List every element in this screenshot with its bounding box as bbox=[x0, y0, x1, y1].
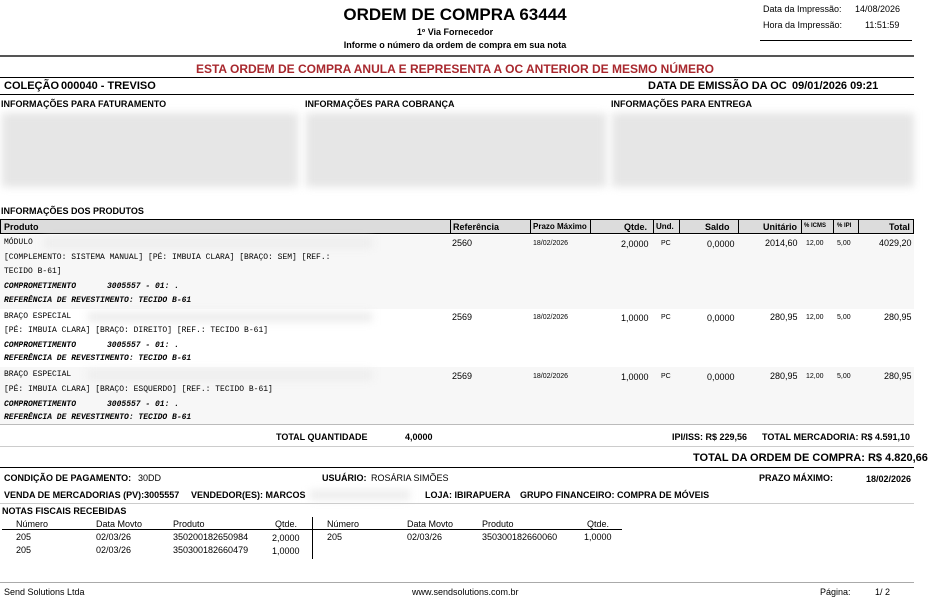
item-prazo: 18/02/2026 bbox=[533, 240, 569, 247]
item-icms: 12,00 bbox=[806, 240, 824, 247]
inv-numero: 205 bbox=[16, 532, 32, 542]
inv-col-qtde: Qtde. bbox=[275, 519, 298, 529]
print-time-label: Hora da Impressão: bbox=[763, 20, 843, 30]
item-icms: 12,00 bbox=[806, 373, 824, 380]
seller-info: VENDEDOR(ES): MARCOS bbox=[191, 490, 306, 500]
col-divider bbox=[530, 219, 531, 234]
invoices-column-divider bbox=[312, 517, 313, 559]
header-divider bbox=[0, 55, 914, 57]
col-referencia: Referência bbox=[453, 222, 500, 232]
order-total-divider bbox=[0, 467, 914, 468]
item-details: TECIDO B-61] bbox=[4, 267, 62, 276]
commitment-value: 3005557 - 01: . bbox=[107, 400, 180, 409]
inv-col-numero: Número bbox=[16, 519, 49, 529]
billing-info-redacted bbox=[2, 113, 298, 187]
collection-divider bbox=[0, 94, 914, 95]
col-divider bbox=[858, 219, 859, 234]
instruction-text: Informe o número da ordem de compra em sua nota bbox=[343, 40, 567, 50]
company-name: Send Solutions Ltda bbox=[4, 587, 85, 597]
payment-label: CONDIÇÃO DE PAGAMENTO: bbox=[4, 473, 132, 483]
item-prazo: 18/02/2026 bbox=[533, 314, 569, 321]
col-divider bbox=[833, 219, 834, 234]
item-saldo: 0,0000 bbox=[707, 372, 735, 382]
item-total: 280,95 bbox=[884, 371, 912, 381]
item-saldo: 0,0000 bbox=[707, 313, 735, 323]
order-total: TOTAL DA ORDEM DE COMPRA: R$ 4.820,66 bbox=[693, 452, 928, 464]
commitment-value: 3005557 - 01: . bbox=[107, 282, 180, 291]
delivery-title: INFORMAÇÕES PARA ENTREGA bbox=[611, 99, 753, 109]
item-details: [COMPLEMENTO: SISTEMA MANUAL] [PÉ: IMBUIA CLARA] [BRAÇO: SEM] [REF.: bbox=[4, 253, 331, 262]
total-qty-value: 4,0000 bbox=[405, 432, 433, 442]
item-details: [PÉ: IMBUIA CLARA] [BRAÇO: DIREITO] [REF.: TECIDO B-61] bbox=[4, 326, 269, 335]
item-saldo: 0,0000 bbox=[707, 239, 735, 249]
inv-col-produto: Produto bbox=[173, 519, 205, 529]
financial-group: GRUPO FINANCEIRO: COMPRA DE MÓVEIS bbox=[520, 490, 710, 500]
item-total: 280,95 bbox=[884, 312, 912, 322]
products-title: INFORMAÇÕES DOS PRODUTOS bbox=[1, 206, 144, 216]
item-icms: 12,00 bbox=[806, 314, 824, 321]
item-qtde: 2,0000 bbox=[621, 239, 649, 249]
totals-divider bbox=[0, 446, 914, 447]
print-date-label: Data da Impressão: bbox=[763, 4, 842, 14]
inv-col-data: Data Movto bbox=[96, 519, 143, 529]
store-info: LOJA: IBIRAPUERA bbox=[425, 490, 511, 500]
invoices-title: NOTAS FISCAIS RECEBIDAS bbox=[2, 506, 127, 516]
print-time: 11:51:59 bbox=[865, 20, 900, 30]
coating-ref: REFERÊNCIA DE REVESTIMENTO: TECIDO B-61 bbox=[4, 354, 192, 363]
item-und: PC bbox=[661, 240, 671, 247]
emission-label: DATA DE EMISSÃO DA OC bbox=[648, 80, 787, 92]
page-title: ORDEM DE COMPRA 63444 bbox=[343, 5, 567, 24]
item-name: MÓDULO bbox=[4, 238, 33, 247]
table-bottom-divider bbox=[0, 424, 914, 425]
commitment-label: COMPROMETIMENTO bbox=[4, 400, 77, 409]
notice-text: ESTA ORDEM DE COMPRA ANULA E REPRESENTA A OC ANTERIOR DE MESMO NÚMERO bbox=[195, 62, 714, 76]
inv-produto: 350200182650984 bbox=[173, 532, 249, 542]
inv-data: 02/03/26 bbox=[96, 532, 132, 542]
commitment-value: 3005557 - 01: . bbox=[107, 341, 180, 350]
inv-data: 02/03/26 bbox=[96, 545, 132, 555]
collection-title: INFORMAÇÕES PARA COBRANÇA bbox=[305, 99, 455, 109]
inv-produto: 350300182660060 bbox=[482, 532, 558, 542]
col-divider bbox=[653, 219, 654, 234]
collection-value: 000040 - TREVISO bbox=[61, 80, 156, 92]
total-qty-label: TOTAL QUANTIDADE bbox=[276, 432, 368, 442]
item-ipi: 5,00 bbox=[837, 240, 851, 247]
item-ipi: 5,00 bbox=[837, 314, 851, 321]
item-unitario: 2014,60 bbox=[765, 238, 798, 248]
emission-value: 09/01/2026 09:21 bbox=[792, 80, 879, 92]
sale-info: VENDA DE MERCADORIAS (PV):3005557 bbox=[4, 490, 180, 500]
coating-ref: REFERÊNCIA DE REVESTIMENTO: TECIDO B-61 bbox=[4, 296, 192, 305]
col-unitario: Unitário bbox=[763, 222, 798, 232]
item-prazo: 18/02/2026 bbox=[533, 373, 569, 380]
col-divider bbox=[738, 219, 739, 234]
payment-value: 30DD bbox=[138, 473, 162, 483]
item-referencia: 2569 bbox=[452, 371, 473, 381]
col-und: Und. bbox=[656, 222, 674, 231]
print-date: 14/08/2026 bbox=[855, 4, 901, 14]
item-name: BRAÇO ESPECIAL bbox=[4, 370, 72, 379]
company-site: www.sendsolutions.com.br bbox=[412, 587, 519, 597]
item-details: [PÉ: IMBUIA CLARA] [BRAÇO: ESQUERDO] [REF.: TECIDO B-61] bbox=[4, 385, 273, 394]
user-value: ROSÁRIA SIMÕES bbox=[371, 473, 449, 483]
delivery-info-redacted bbox=[612, 113, 914, 187]
item-name-redacted bbox=[88, 370, 372, 380]
inv-col-data: Data Movto bbox=[407, 519, 454, 529]
inv-qtde: 1,0000 bbox=[584, 532, 612, 542]
col-total: Total bbox=[889, 222, 910, 232]
max-date-value: 18/02/2026 bbox=[866, 474, 912, 484]
page-footer-divider bbox=[0, 582, 914, 583]
page-number: 1/ 2 bbox=[875, 587, 891, 597]
page-label: Página: bbox=[820, 587, 851, 597]
inv-numero: 205 bbox=[16, 545, 32, 555]
col-qtde: Qtde. bbox=[624, 222, 648, 232]
max-date-label: PRAZO MÁXIMO: bbox=[759, 473, 833, 483]
item-qtde: 1,0000 bbox=[621, 372, 649, 382]
commitment-label: COMPROMETIMENTO bbox=[4, 341, 77, 350]
item-total: 4029,20 bbox=[879, 238, 912, 248]
collection-label: COLEÇÃO bbox=[4, 80, 59, 92]
item-name-redacted bbox=[44, 238, 372, 248]
item-referencia: 2560 bbox=[452, 238, 473, 248]
col-divider bbox=[679, 219, 680, 234]
inv-col-produto: Produto bbox=[482, 519, 514, 529]
item-ipi: 5,00 bbox=[837, 373, 851, 380]
merch-total: TOTAL MERCADORIA: R$ 4.591,10 bbox=[762, 432, 911, 442]
inv-data: 02/03/26 bbox=[407, 532, 443, 542]
inv-qtde: 1,0000 bbox=[272, 546, 300, 556]
inv-produto: 350300182660479 bbox=[173, 545, 249, 555]
user-label: USUÁRIO: bbox=[322, 473, 367, 483]
item-und: PC bbox=[661, 314, 671, 321]
item-qtde: 1,0000 bbox=[621, 313, 649, 323]
coating-ref: REFERÊNCIA DE REVESTIMENTO: TECIDO B-61 bbox=[4, 413, 192, 422]
footer-info-divider bbox=[0, 503, 914, 504]
col-divider bbox=[450, 219, 451, 234]
header-right-divider bbox=[760, 40, 912, 41]
item-unitario: 280,95 bbox=[770, 312, 798, 322]
item-referencia: 2569 bbox=[452, 312, 473, 322]
seller-redacted bbox=[310, 490, 410, 500]
item-und: PC bbox=[661, 373, 671, 380]
col-saldo: Saldo bbox=[705, 222, 730, 232]
col-icms: % ICMS bbox=[804, 223, 827, 229]
notice-divider bbox=[0, 77, 914, 78]
col-divider bbox=[590, 219, 591, 234]
item-unitario: 280,95 bbox=[770, 371, 798, 381]
col-divider bbox=[801, 219, 802, 234]
billing-title: INFORMAÇÕES PARA FATURAMENTO bbox=[1, 99, 167, 109]
inv-col-qtde: Qtde. bbox=[587, 519, 610, 529]
commitment-label: COMPROMETIMENTO bbox=[4, 282, 77, 291]
col-prazo: Prazo Máximo bbox=[533, 222, 587, 231]
inv-qtde: 2,0000 bbox=[272, 533, 300, 543]
collection-info-redacted bbox=[306, 113, 606, 187]
via-label: 1º Via Fornecedor bbox=[416, 27, 494, 37]
inv-numero: 205 bbox=[327, 532, 343, 542]
inv-col-numero: Número bbox=[327, 519, 360, 529]
item-name-redacted bbox=[88, 312, 372, 322]
ipi-total: IPI/ISS: R$ 229,56 bbox=[672, 432, 748, 442]
col-ipi: % IPI bbox=[837, 223, 852, 229]
col-produto: Produto bbox=[4, 222, 39, 232]
item-name: BRAÇO ESPECIAL bbox=[4, 312, 72, 321]
